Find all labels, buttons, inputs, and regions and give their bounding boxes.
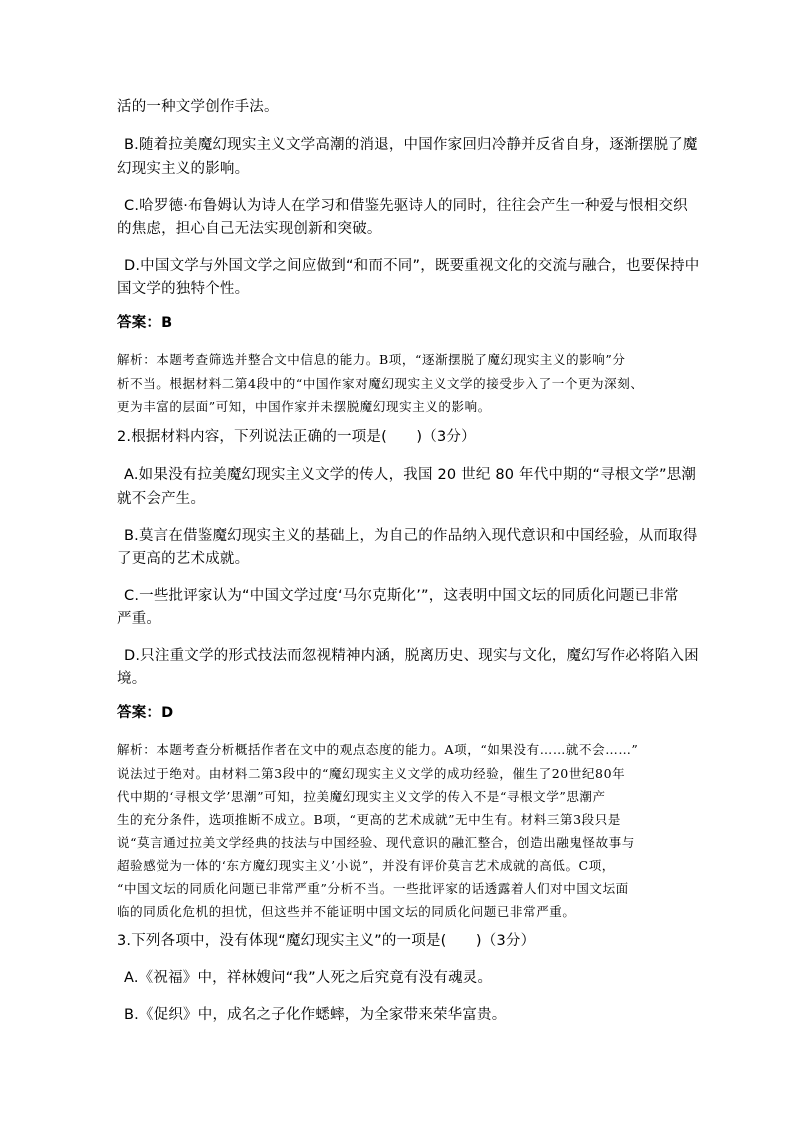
q2-option-d-line-2: 境。	[117, 671, 147, 687]
q2-explanation-line-2: 说法过于绝对。由材料二第3段中的“魔幻现实主义文学的成功经验，催生了20世纪80年	[117, 766, 626, 781]
q2-option-a-line-2: 就不会产生。	[117, 491, 206, 507]
q2-option-d-line-1: D.只注重文学的形式技法而忽视精神内涵，脱离历史、现实与文化，魔幻写作必将陷入困	[124, 648, 699, 664]
q2-explanation-line-6: 超验感觉为一体的‘东方魔幻现实主义’小说”，并没有评价莫言艺术成就的高低。C项，	[117, 858, 615, 873]
q2-explanation-line-8: 临的同质化危机的担忧，但这些并不能证明中国文坛的同质化问题已非常严重。	[117, 904, 576, 919]
q1-option-c-line-1: C.哈罗德·布鲁姆认为诗人在学习和借鉴先驱诗人的同时，往往会产生一种爱与恨相交织	[124, 198, 688, 214]
q2-explanation-line-3: 代中期的‘寻根文学’思潮”可知，拉美魔幻现实主义文学的传入不是“寻根文学”思潮产	[117, 789, 606, 804]
q3-stem: 3.下列各项中，没有体现“魔幻现实主义”的一项是( )（3分）	[117, 933, 536, 949]
q3-option-a: A.《祝福》中，祥林嫂问“我”人死之后究竟有没有魂灵。	[124, 970, 493, 986]
q1-explanation-line-1: 解析：本题考查筛选并整合文中信息的能力。B项，“逐渐摆脱了魔幻现实主义的影响”分	[117, 352, 626, 367]
intro-tail-text: 活的一种文学创作手法。	[117, 99, 279, 115]
q2-answer: 答案：D	[117, 705, 174, 721]
q1-answer: 答案：B	[117, 315, 173, 331]
q1-option-b-line-2: 幻现实主义的影响。	[117, 161, 250, 177]
q2-explanation-line-7: “中国文坛的同质化问题已非常严重”分析不当。一些批评家的话透露着人们对中国文坛面	[117, 881, 629, 896]
q2-explanation-line-4: 生的充分条件，选项推断不成立。B项，“更高的艺术成就”无中生有。材料三第3段只是	[117, 812, 621, 827]
q2-option-c-line-2: 严重。	[117, 611, 162, 627]
q1-explanation-line-3: 更为丰富的层面”可知，中国作家并未摆脱魔幻现实主义的影响。	[117, 399, 491, 414]
q1-option-d-line-1: D.中国文学与外国文学之间应做到“和而不同”，既要重视文化的交流与融合，也要保持中	[124, 258, 700, 274]
q1-explanation-line-2: 析不当。根据材料二第4段中的“中国作家对魔幻现实主义文学的接受步入了一个更为深刻、	[117, 376, 644, 391]
q3-option-b: B.《促织》中，成名之子化作蟋蟀，为全家带来荣华富贵。	[124, 1007, 507, 1023]
q1-option-d-line-2: 国文学的独特个性。	[117, 281, 250, 297]
q2-option-c-line-1: C.一些批评家认为“中国文学过度‘马尔克斯化’”，这表明中国文坛的同质化问题已非常	[124, 588, 679, 604]
q2-explanation-line-5: 说“莫言通过拉美文学经典的技法与中国经验、现代意识的融汇整合，创造出融鬼怪故事与	[117, 835, 635, 850]
q2-explanation-line-1: 解析：本题考查分析概括作者在文中的观点态度的能力。A项，“如果没有……就不会……”	[117, 742, 639, 757]
q2-option-a-line-1: A.如果没有拉美魔幻现实主义文学的传人，我国 20 世纪 80 年代中期的“寻根文学”思潮	[124, 467, 697, 483]
q1-option-c-line-2: 的焦虑，担心自己无法实现创新和突破。	[117, 221, 382, 237]
q1-option-b-line-1: B.随着拉美魔幻现实主义文学高潮的消退，中国作家回归冷静并反省自身，逐渐摆脱了魔	[124, 137, 698, 153]
q2-stem: 2.根据材料内容，下列说法正确的一项是( )（3分）	[117, 429, 476, 445]
q2-option-b-line-2: 了更高的艺术成就。	[117, 551, 250, 567]
q2-option-b-line-1: B.莫言在借鉴魔幻现实主义的基础上，为自己的作品纳入现代意识和中国经验，从而取得	[124, 528, 698, 544]
